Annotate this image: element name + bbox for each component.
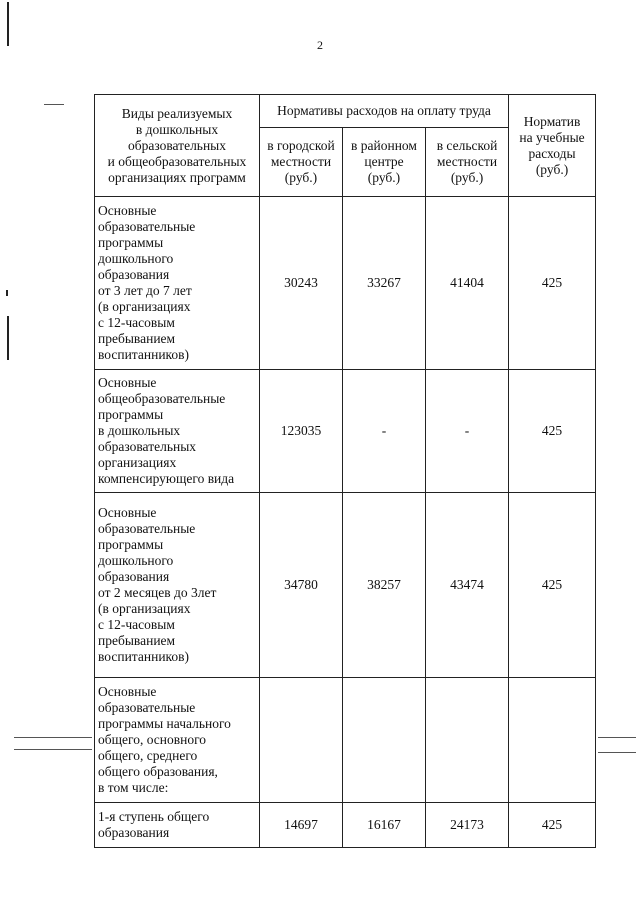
header-labor-costs — [260, 95, 509, 128]
header-district-center — [343, 128, 426, 197]
table-row — [95, 678, 596, 803]
header-educational-expenses-text: Норматив на учебные расходы (руб.) — [519, 113, 585, 177]
scan-line-right-2 — [598, 752, 636, 753]
header-program-types-text: Виды реализуемых в дошкольных образовательных и общеобразовательных организациях программ — [107, 105, 247, 185]
header-district-center-text: в районном центре (руб.) — [351, 138, 417, 185]
district-center-cell: 38257 — [343, 493, 426, 678]
urban-cell: 34780 — [260, 493, 343, 678]
table-row — [95, 370, 596, 493]
norms-table — [94, 94, 596, 848]
scan-line-left-1 — [14, 737, 92, 738]
urban-cell: 30243 — [260, 197, 343, 370]
rural-cell: 41404 — [426, 197, 509, 370]
program-cell: Основные образовательные программы дошкольного образования от 2 месяцев до 3лет (в организациях с 12-часовым пребыванием воспитанников) — [95, 493, 260, 678]
rural-cell — [426, 678, 509, 803]
header-rural — [426, 128, 509, 197]
page-number: 2 — [317, 38, 323, 52]
rural-cell: 43474 — [426, 493, 509, 678]
district-center-cell: 16167 — [343, 803, 426, 848]
table-row — [95, 197, 596, 370]
header-program-types — [95, 95, 260, 197]
program-cell: Основные общеобразовательные программы в дошкольных образовательных организациях компенсирующего вида — [95, 370, 260, 493]
urban-cell: 123035 — [260, 370, 343, 493]
educational-cell: 425 — [509, 493, 596, 678]
urban-cell: 14697 — [260, 803, 343, 848]
rural-cell: - — [426, 370, 509, 493]
header-row-1 — [95, 95, 596, 128]
educational-cell: 425 — [509, 370, 596, 493]
header-educational-expenses — [509, 95, 596, 197]
urban-cell — [260, 678, 343, 803]
scan-line-right-1 — [598, 737, 636, 738]
educational-cell — [509, 678, 596, 803]
scan-mark-left-mid — [7, 316, 9, 360]
header-urban — [260, 128, 343, 197]
program-cell: Основные образовательные программы начального общего, основного общего, среднего общего образования, в том числе: — [95, 678, 260, 803]
educational-cell: 425 — [509, 197, 596, 370]
scan-line-top-left — [44, 104, 64, 105]
header-labor-costs-text: Нормативы расходов на оплату труда — [277, 103, 491, 118]
scan-mark-left-top — [7, 2, 9, 46]
header-urban-text: в городской местности (руб.) — [267, 138, 335, 185]
program-cell: 1-я ступень общего образования — [95, 803, 260, 848]
program-cell: Основные образовательные программы дошкольного образования от 3 лет до 7 лет (в организациях с 12-часовым пребыванием воспитанников) — [95, 197, 260, 370]
scan-mark-left-dot — [6, 290, 8, 296]
table-row — [95, 803, 596, 848]
district-center-cell: - — [343, 370, 426, 493]
rural-cell: 24173 — [426, 803, 509, 848]
district-center-cell — [343, 678, 426, 803]
header-rural-text: в сельской местности (руб.) — [436, 138, 498, 185]
scan-line-left-2 — [14, 749, 92, 750]
educational-cell: 425 — [509, 803, 596, 848]
district-center-cell: 33267 — [343, 197, 426, 370]
table-row — [95, 493, 596, 678]
